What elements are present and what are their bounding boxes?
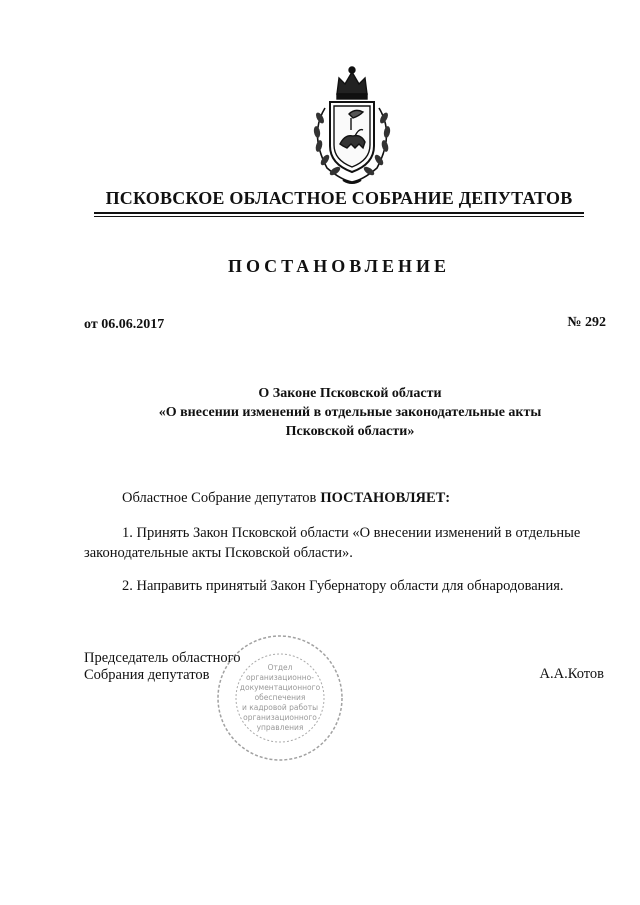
svg-text:обеспечения: обеспечения	[254, 693, 306, 702]
svg-text:Отдел: Отдел	[267, 663, 293, 672]
signatory-name: А.А.Котов	[539, 666, 604, 682]
header-rule-thick	[94, 212, 584, 214]
subject-line: О Законе Псковской области	[258, 386, 442, 401]
decree-item-line: законодательные акты Псковской области».	[84, 545, 353, 561]
decree-intro-text: Областное Собрание депутатов	[122, 490, 317, 506]
coat-of-arms-icon	[293, 64, 411, 188]
svg-text:и кадровой работы: и кадровой работы	[241, 703, 319, 712]
subject-line: Псковской области»	[285, 424, 415, 439]
decree-item-1	[84, 523, 610, 563]
svg-text:документационного: документационного	[239, 683, 321, 692]
decree-item-line: 1. Принять Закон Псковской области «О внесении изменений в отдельные	[122, 525, 581, 541]
document-date: от 06.06.2017	[84, 317, 165, 332]
decree-verb: ПОСТАНОВЛЯЕТ:	[320, 490, 451, 506]
organization-title: ПСКОВСКОЕ ОБЛАСТНОЕ СОБРАНИЕ ДЕПУТАТОВ	[105, 188, 573, 208]
official-stamp-icon	[214, 632, 346, 764]
svg-text:организационно-: организационно-	[246, 673, 314, 682]
header-rule-thin	[94, 216, 584, 217]
document-type: ПОСТАНОВЛЕНИЕ	[227, 256, 451, 276]
subject-line: «О внесении изменений в отдельные законодательные акты	[158, 405, 542, 420]
svg-text:управления: управления	[256, 723, 304, 732]
decree-intro	[122, 490, 450, 507]
svg-text:организационного: организационного	[243, 713, 317, 722]
signatory-title-line: Собрания депутатов	[84, 667, 210, 683]
document-subject	[100, 384, 600, 441]
document-number: № 292	[567, 315, 606, 330]
signatory-title-line: Председатель областного	[84, 650, 241, 666]
decree-item-2: 2. Направить принятый Закон Губернатору области для обнародования.	[122, 578, 564, 594]
